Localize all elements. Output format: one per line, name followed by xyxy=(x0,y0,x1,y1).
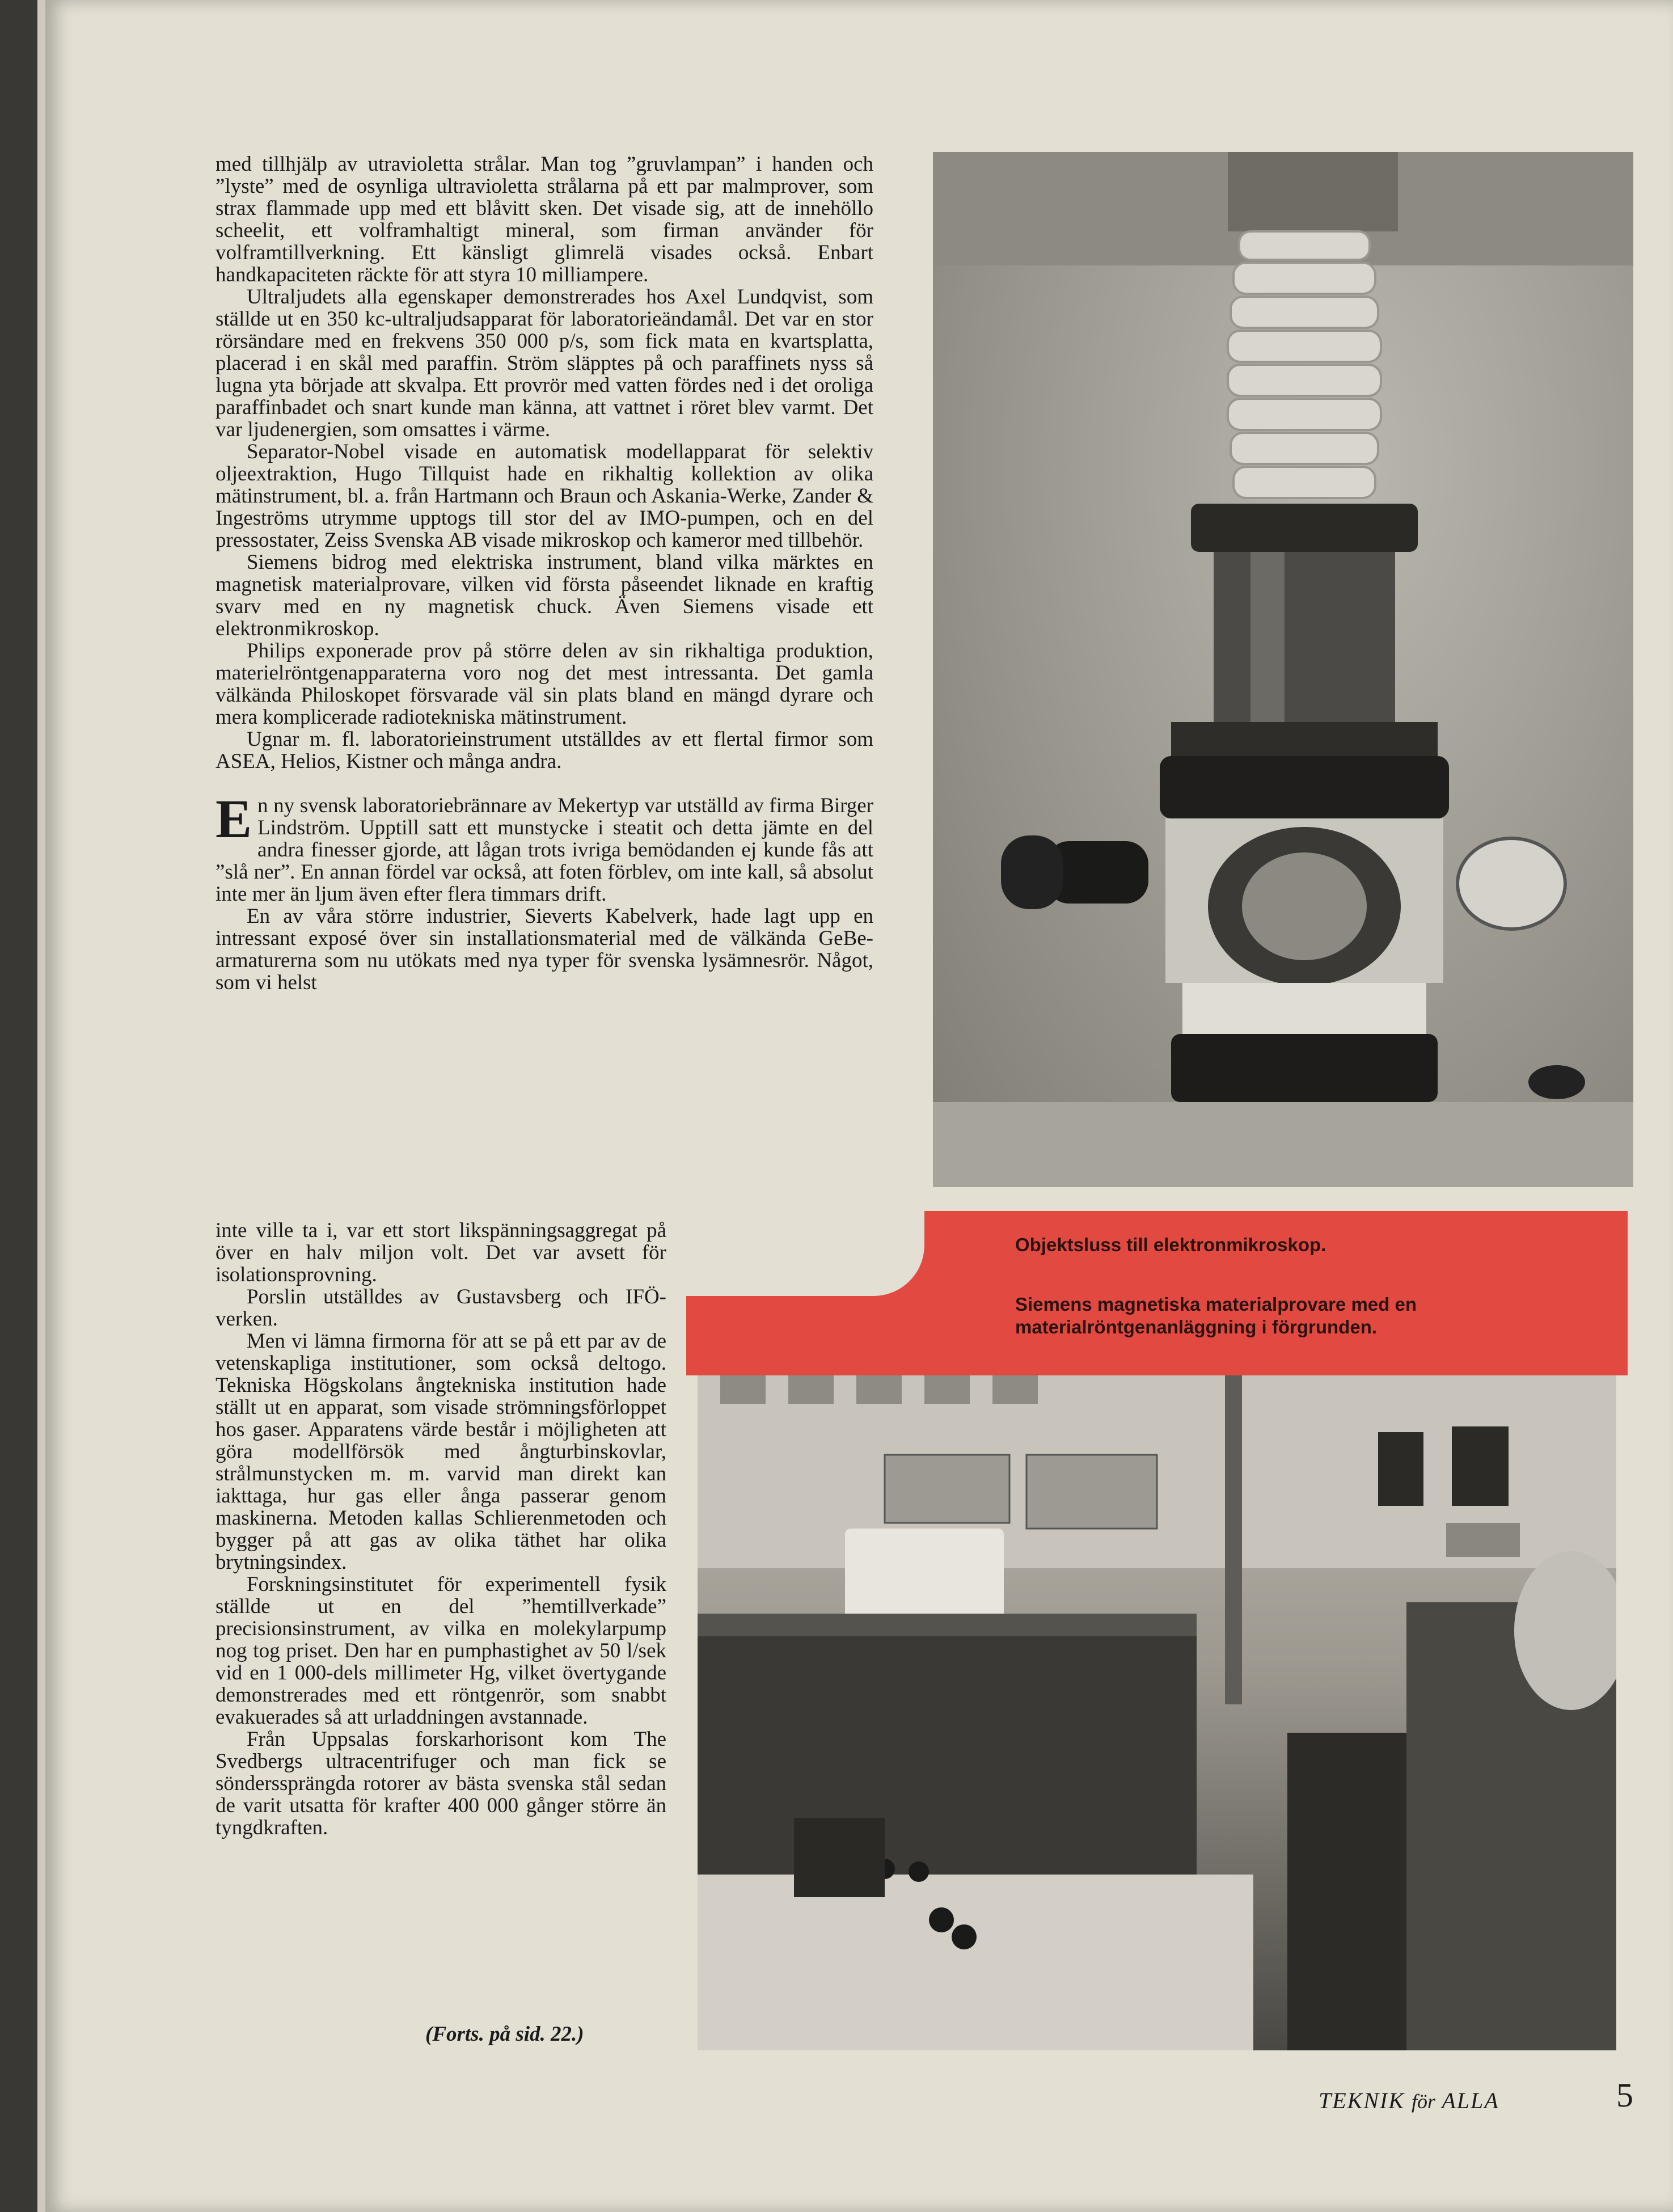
paragraph: Forskningsinstitutet för experimentell fysik ställde ut en del ”hemtillverkade” precisionsinstrument, av vilka en molekylarpump nog tog priset. Den har en pumphastighet av 50 l/sek vid en 1 000-dels millimeter Hg, vilket övertygande demonstrerades med ett röntgenrör, som snabbt evakuerades så att urladdningen avstannade. xyxy=(216,1573,666,1729)
article-column-bottom xyxy=(216,1219,666,1839)
magazine-page xyxy=(45,0,1673,2212)
magazine-name-teknik: TEKNIK xyxy=(1319,2088,1405,2113)
dropcap-paragraph xyxy=(216,788,873,906)
magazine-spine xyxy=(0,0,45,2212)
continuation-note: (Forts. på sid. 22.) xyxy=(425,2023,584,2046)
microscope-illustration xyxy=(933,152,1633,1187)
paragraph: Från Uppsalas forskarhorisont kom The Svedbergs ultracentrifuger och man fick se sönderssprängda rotorer av bästa svenska stål sedan de varit utsatta för krafter 400 000 gånger större än tyngdkraften. xyxy=(216,1728,666,1839)
paragraph: En av våra större industrier, Sieverts Kabelverk, hade lagt upp en intressant exposé över sin installationsmaterial med de välkända GeBe-armaturerna som nu utökats med nya typer för svenska lysämnesrör. Något, som vi helst xyxy=(216,905,873,994)
lab-illustration xyxy=(698,1364,1616,2050)
caption-electron-microscope: Objektsluss till elektronmikroskop. xyxy=(1015,1234,1326,1255)
paragraph: inte ville ta i, var ett stort likspänningsaggregat på över en halv miljon volt. Det var avsett för isolationsprovning. xyxy=(216,1219,666,1286)
dropcap-paragraph-text: n ny svensk laboratoriebrännare av Mekertyp var utställd av firma Birger Lindström. Upptill satt ett munstycke i steatit och detta jämte en del andra finesser gjorde, att lågan trots ivriga bemödanden ej kunde fås att ”slå ner”. En annan fördel var också, att foten förblev, om inte kall, så absolut inte mer än ljum även efter flera timmars drift. xyxy=(216,794,873,906)
paragraph: Philips exponerade prov på större delen av sin rikhaltiga produktion, materielröntgenapparaterna voro nog det mest intressanta. Det gamla välkända Philoskopet försvarade väl sin plats bland en mängd dyrare och mera komplicerade radiotekniska mätinstrument. xyxy=(216,639,873,729)
caption-material-tester: Siemens magnetiska materialprovare med en materialröntgenanläggning i förgrunden. xyxy=(1015,1294,1417,1337)
photo-electron-microscope xyxy=(933,152,1633,1187)
paragraph: Separator-Nobel visade en automatisk modellapparat för selektiv oljeextraktion, Hugo Tillquist hade en rikhaltig kollektion av olika mätinstrument, bl. a. från Hartmann och Braun och Askania-Werke, Zander & Ingeströms utrymme upptogs till stor del av IMO-pumpen, och en del pressostater, Zeiss Svenska AB visade mikroskop och kameror med tillbehör. xyxy=(216,440,873,552)
photo-material-tester xyxy=(698,1364,1616,2050)
paragraph: med tillhjälp av utravioletta strålar. Man tog ”gruvlampan” i handen och ”lyste” med de osynliga ultravioletta strålarna på ett par malmprover, som strax flammade upp med ett blåvitt sken. Det visade sig, att de innehöllo scheelit, ett volframhaltigt mineral, som firman använder för volframtillverkning. Ett känsligt glimrelä visades också. Enbart handkapaciteten räckte för att styra 10 milliampere. xyxy=(216,153,873,286)
article-column-top xyxy=(216,153,873,994)
page-footer xyxy=(1319,2087,1499,2114)
magazine-name-alla: ALLA xyxy=(1442,2088,1499,2113)
dropcap-letter: E xyxy=(216,788,252,849)
paragraph: Siemens bidrog med elektriska instrument, bland vilka märktes en magnetisk materialprovare, vilken vid första påseendet liknade en kraftig svarv med en ny magnetisk chuck. Även Siemens visade ett elektronmikroskop. xyxy=(216,551,873,640)
paragraph: Ultraljudets alla egenskaper demonstrerades hos Axel Lundqvist, som ställde ut en 350 kc-ultraljudsapparat för laboratorieändamål. Det var en stor rörsändare med en frekvens 350 000 p/s, som fick mata en kvartsplatta, placerad i en skål med paraffin. Ström släpptes på och paraffinets nyss så lugna yta började att skvalpa. Ett provrör med vatten fördes ned i det oroliga paraffinbadet och snart kunde man känna, att vattnet i röret blev varmt. Det var ljudenergien, som omsattes i värme. xyxy=(216,285,873,441)
caption-band xyxy=(686,1211,1628,1375)
page-number: 5 xyxy=(1616,2076,1633,2114)
magazine-name-for: för xyxy=(1412,2090,1436,2113)
paragraph: Porslin utställdes av Gustavsberg och IFÖ-verken. xyxy=(216,1285,666,1331)
paragraph: Men vi lämna firmorna för att se på ett par av de vetenskapliga institutioner, som också deltogo. Tekniska Högskolans ångtekniska institution hade ställt ut en apparat, som visade strömningsförloppet hos gaser. Apparatens värde består i möjligheten att göra modellförsök med ångturbinskovlar, strålmunstycken m. m. varvid man direkt kan iakttaga, hur gas eller ånga passerar genom maskinerna. Metoden kallas Schlierenmetoden och bygger på att gas av olika täthet har olika brytningsindex. xyxy=(216,1329,666,1574)
paragraph: Ugnar m. fl. laboratorieinstrument utställdes av ett flertal firmor som ASEA, Helios, Kistner och många andra. xyxy=(216,728,873,773)
